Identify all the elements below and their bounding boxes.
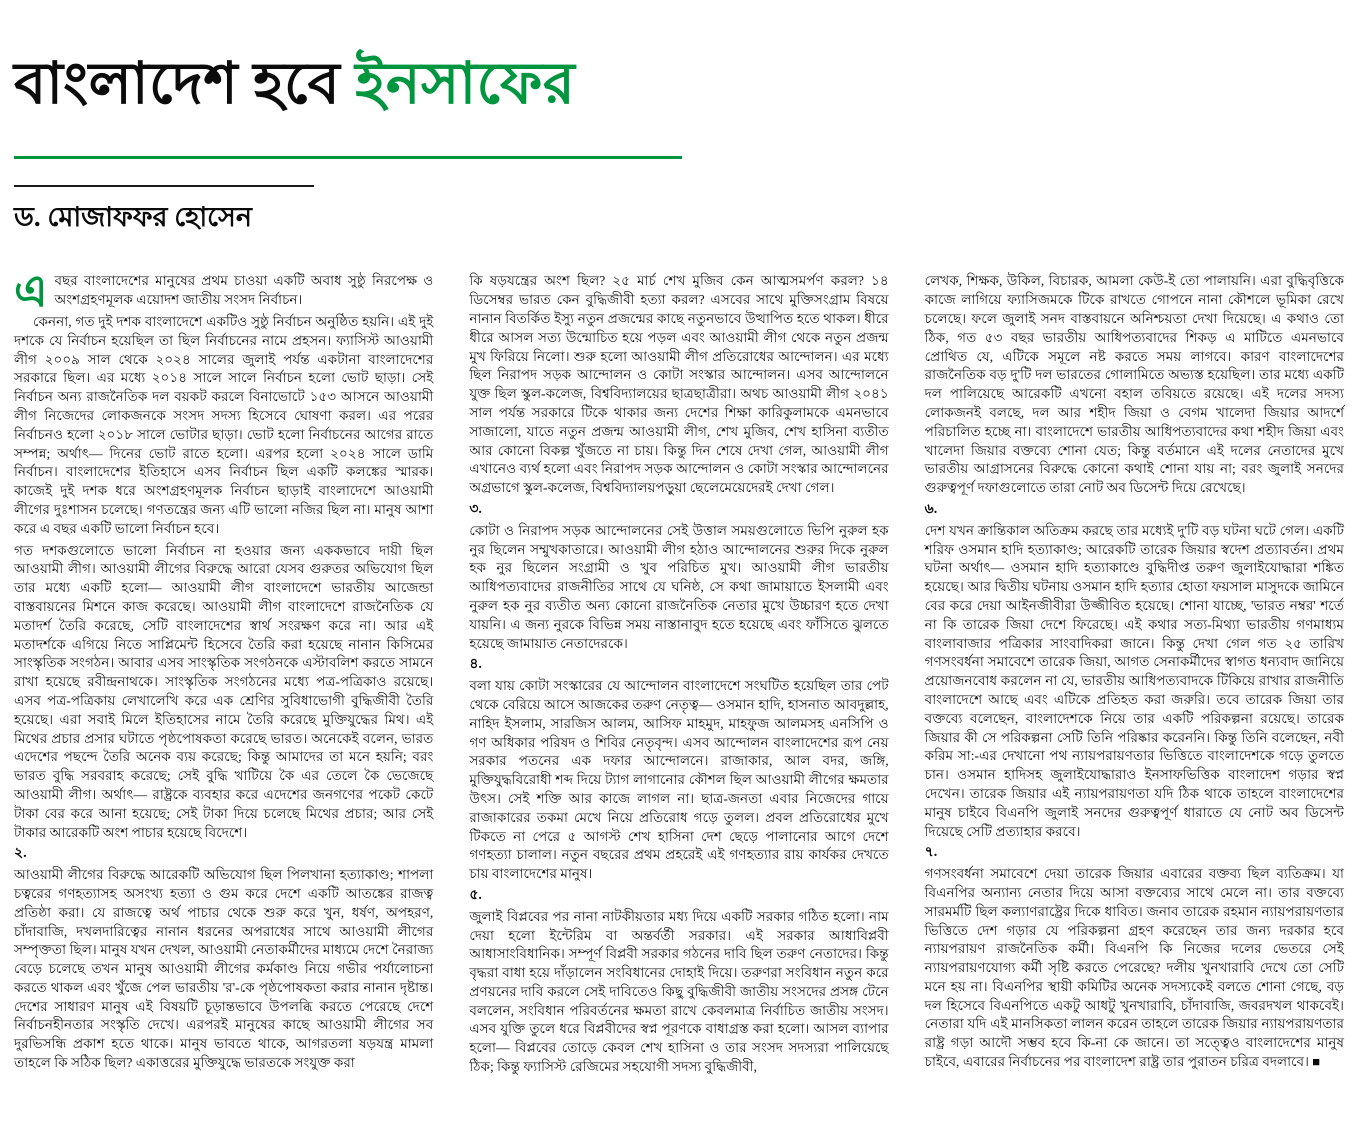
paragraph: দেশ যখন ক্রান্তিকাল অতিক্রম করছে তার মধ্যেই দু'টি বড় ঘটনা ঘটে গেল। একটি শরিফ ওসমান হাদি হত্যাকাণ্ড; আরেকটি তারেক জিয়ার স্বদেশ প্রত্যাবর্তন। প্রথম ঘটনা অর্থাৎ— ওসমান হাদি হত্যাকাণ্ডে বুদ্ধিদীপ্ত তরুণ জুলাইযোদ্ধারা শঙ্কিত হয়েছে। আর দ্বিতীয় ঘটনায় ওসমান হাদি হত্যার হোতা ফয়সাল মাসুদকে জামিনে বের করে দেয়া আইনজীবীরা উজ্জীবিত হয়েছে। শোনা যাচ্ছে, 'ভারত নম্বর' শর্তে না কি তারেক জিয়া দেশে ফিরেছে। এই কথার সত্য-মিথ্যা ভারতীয় গণমাধ্যম বাংলাবাজার পত্রিকার সাংবাদিকরা জানে। কিন্তু দেখা গেল গত ২৫ তারিখ গণসংবর্ধনা সমাবেশে তারেক জিয়া, আগত সেনাকর্মীদের স্বাগত ধন্যবাদ জানিয়ে প্রয়োজনবোধ করলেন না যে, ভারতীয় আধিপত্যবাদকে টিকিয়ে রাখার রাজনীতি বাংলাদেশে আছে এবং এটিকে প্রতিহত করা জরুরি। তবে তারেক জিয়া তার বক্তব্যে বলেছেন, বাংলাদেশকে নিয়ে তার একটি পরিকল্পনা রয়েছে। তারেক জিয়ার কী সে পরিকল্পনা সেটি তিনি পরিষ্কার করেননি। কিন্তু তিনি বলেছেন, নবী করিম সা:-এর দেখানো পথ ন্যায়পরায়ণতার ভিত্তিতে বাংলাদেশকে গড়ে তুলতে চান। ওসমান হাদিসহ জুলাইযোদ্ধারাও ইনসাফভিত্তিক বাংলাদেশ গড়ার স্বপ্ন দেখেন। তারেক জিয়ার এই ন্যায়পরায়ণতা যদি ঠিক থাকে তাহলে বাংলাদেশের মানুষ চাইবে বিএনপি জুলাই সনদের গুরুত্বপূর্ণ ধারাতে যে নোট অব ডিসেন্ট দিয়েছে সেটি প্রত্যাহার করবে।: [924, 522, 1344, 839]
author-byline: ড. মোজাফফর হোসেন: [14, 202, 252, 233]
section-number: ৭.: [924, 845, 938, 861]
byline-divider-rule: [14, 185, 314, 187]
drop-cap: এ: [14, 267, 48, 317]
end-mark: ■: [1308, 1054, 1321, 1070]
section-number: ৩.: [469, 501, 482, 517]
headline-underline-rule: [14, 156, 682, 159]
headline-green-part: ইনসাফের: [355, 50, 576, 116]
page-title: [14, 51, 1344, 118]
paragraph: জুলাই বিপ্লবের পর নানা নাটকীয়তার মধ্য দিয়ে একটি সরকার গঠিত হলো। নাম দেয়া হলো ইন্টেরিম বা অন্তর্বর্তী সরকার। এই সরকার আধাবিপ্লবী আধাসাংবিধানিক। সম্পূর্ণ বিপ্লবী সরকার গঠনের দাবি ছিল তরুণ নেতাদের। কিন্তু বৃদ্ধরা বাধা হয়ে দাঁড়ালেন সংবিধানের দোহাই দিয়ে। তরুণরা সংবিধান নতুন করে প্রণয়নের দাবি করলে সেই দাবিতেও কিছু বুদ্ধিজীবী জাতীয় সংসদের প্রসঙ্গ টেনে বললেন, সংবিধান পরিবর্তনের ক্ষমতা রাখে কেবলমাত্র নির্বাচিত জাতীয় সংসদ। এসব যুক্তি তুলে ধরে বিপ্লবীদের স্বপ্ন পূরণকে বাধাগ্রস্ত করা হলো। আসল ব্যাপার হলো— বিপ্লবের তোড়ে কেবল শেখ হাসিনা ও তার সংসদ সদস্যরা পালিয়েছে ঠিক; কিন্তু ফ্যাসিস্ট রেজিমের সহযোগী সদস্য বুদ্ধিজীবী,: [469, 908, 889, 1075]
paragraph: কোটা ও নিরাপদ সড়ক আন্দোলনের সেই উত্তাল সময়গুলোতে ভিপি নুরুল হক নুর ছিলেন সম্মুখকাতারে। আওয়ামী লীগ হঠাও আন্দোলনের শুরুর দিকে নুরুল হক নুর ছিলেন সংগ্রামী ও খুব পরিচিত মুখ। আওয়ামী লীগ ভারতীয় আধিপত্যবাদের রাজনীতির সাথে যে ঘনিষ্ঠ, সে কথা জামায়াতে ইসলামী এবং নুরুল হক নুর ব্যতীত অন্য কোনো রাজনৈতিক নেতার মুখে উচ্চারণ হতে দেখা যায়নি। এ জন্য নুরকে বিভিন্ন সময় নাস্তানাবুদ হতে হয়েছে এবং ফাঁসিতে ঝুলতে হয়েছে জামায়াত নেতাদেরকে।: [469, 522, 889, 651]
paragraph: লেখক, শিক্ষক, উকিল, বিচারক, আমলা কেউ-ই তো পালায়নি। এরা বুদ্ধিবৃত্তিকে কাজে লাগিয়ে ফ্যাসিজমকে টিকে রাখতে গোপনে নানা কৌশলে ভূমিকা রেখে চলেছে। ফলে জুলাই সনদ বাস্তবায়নে অনিশ্চয়তা দেখা দিয়েছে। এ কথাও তো ঠিক, গত ৫৩ বছর ভারতীয় আধিপত্যবাদের শিকড় এ মাটিতে এমনভাবে প্রোথিত যে, এটিকে সমূলে নষ্ট করতে সময় লাগবে। কারণ বাংলাদেশের রাজনৈতিক বড় দু'টি দল ভারতের গোলামিতে অভ্যস্ত হয়েছিল। তার মধ্যে একটি দল পালিয়েছে আরেকটি এখনো বহাল তবিয়তে রয়েছে। এই দলের সদস্য লোকজনই বলছে, দল আর শহীদ জিয়া ও বেগম খালেদা জিয়ার আদর্শে পরিচালিত হচ্ছে না। বাংলাদেশে ভারতীয় আধিপত্যবাদের কথা শহীদ জিয়া এবং খালেদা জিয়ার বক্তব্যে শোনা যেত; কিন্তু বর্তমানে এই দলের নেতাদের মুখে ভারতীয় আগ্রাসনের বিরুদ্ধে কোনো কথাই শোনা যায় না; বরং জুলাই সনদের গুরুত্বপূর্ণ দফাগুলোতে তারা নোট অব ডিসেন্ট দিয়ে রেখেছে।: [924, 273, 1344, 496]
paragraph: আওয়ামী লীগের বিরুদ্ধে আরেকটি অভিযোগ ছিল পিলখানা হত্যাকাণ্ড; শাপলা চত্বরের গণহত্যাসহ অসংখ্য হত্যা ও গুম করে দেশে একটি আতঙ্কের রাজত্ব প্রতিষ্ঠা করা। যে রাজত্বে অর্থ পাচার থেকে শুরু করে খুন, ধর্ষণ, অপহরণ, চাঁদাবাজি, দখলদারিত্বের নানান ধরনের অপরাধের সাথে আওয়ামী লীগের সম্পৃক্ততা ছিল। মানুষ যখন দেখল, আওয়ামী নেতাকর্মীদের মাধ্যমে দেশে নৈরাজ্য বেড়ে চলেছে তখন মানুষ আওয়ামী লীগের কর্মকাণ্ড নিয়ে গভীর পর্যালোচনা করতে থাকল এবং খুঁজে পেল ভারতীয় 'র'-কে পৃষ্ঠপোষকতা করার নানান দৃষ্টান্ত। দেশের সাধারণ মানুষ এই বিষয়টি চূড়ান্তভাবে উপলব্ধি করতে পেরেছে দেশে নির্বাচনহীনতার সংস্কৃতি দেখে। এরপরই মানুষের কাছে আওয়ামী লীগের সব দুরভিসন্ধি প্রকাশ হতে থাকে। মানুষ ভাবতে থাকে, আগরতলা ষড়যন্ত্র মামলা তাহলে কি সঠিক ছিল? একাত্তরের মুক্তিযুদ্ধে ভারতকে সংযুক্ত করা: [14, 867, 434, 1071]
article-columns: [14, 267, 1344, 1079]
paragraph: বলা যায় কোটা সংস্কারের যে আন্দোলন বাংলাদেশে সংঘটিত হয়েছিল তার পেট থেকে বেরিয়ে আসে আজকের তরুণ নেতৃত্ব— ওসমান হাদি, হাসনাত আবদুল্লাহ, নাহিদ ইসলাম, সারজিস আলম, আসিফ মাহমুদ, মাহফুজ আলমসহ এনসিপি ও গণ অধিকার পরিষদ ও শিবির নেতৃবৃন্দ। এসব আন্দোলন বাংলাদেশের রূপ নেয় সরকার পতনের এক দফার আন্দোলনে। রাজাকার, আল বদর, জঙ্গি, মুক্তিযুদ্ধবিরোধী শব্দ দিয়ে ট্যাগ লাগানোর কৌশল ছিল আওয়ামী লীগের ক্ষমতার উৎস। সেই শক্তি আর কাজে লাগল না। ছাত্র-জনতা এবার নিজেদের গায়ে রাজাকারের তকমা মেখে নিয়ে প্রতিরোধ গড়ে তুলল। প্রবল প্রতিরোধের মুখে টিকতে না পেরে ৫ আগস্ট শেখ হাসিনা দেশ ছেড়ে পালানোর আগে দেশে গণহত্যা চালাল। নতুন বছরের প্রথম প্রহরেই এই গণহত্যার রায় কার্যকর দেখতে চায় বাংলাদেশের মানুষ।: [469, 678, 889, 882]
headline-black-part: বাংলাদেশ হবে: [14, 50, 356, 116]
paragraph: কেননা, গত দুই দশক বাংলাদেশে একটিও সুষ্ঠু নির্বাচন অনুষ্ঠিত হয়নি। এই দুই দশকে যে নির্বাচন হয়েছিল তা ছিল নির্বাচনের নামে প্রহসন। ফ্যাসিস্ট আওয়ামী লীগ ২০০৯ সাল থেকে ২০২৪ সালের জুলাই পর্যন্ত একটানা বাংলাদেশের সরকারে ছিল। এর মধ্যে ২০১৪ সালে সালে নির্বাচন হলো ভোট ছাড়া। সেই নির্বাচন অন্য রাজনৈতিক দল বয়কট করলে বিনাভোটে ১৫৩ আসনে আওয়ামী লীগ নিজেদের লোকজনকে সংসদ সদস্য হিসেবে ঘোষণা করল। এর পরের নির্বাচনও হলো ২০১৮ সালে ভোটার ছাড়া। ভোট হলো নির্বাচনের আগের রাতে সম্পন্ন; অর্থাৎ— দিনের ভোট রাতে হলো। এরপর হলো ২০২৪ সালে ডামি নির্বাচন। বাংলাদেশের ইতিহাসে এসব নির্বাচন ছিল একটি কলঙ্কের স্মারক। কাজেই দুই দশক ধরে অংশগ্রহণমূলক নির্বাচন ছাড়াই বাংলাদেশে আওয়ামী লীগের দুঃশাসন চলেছে। গণতন্ত্রের জন্য এটি ভালো নজির ছিল না। মানুষ আশা করে এ বছর একটি ভালো নির্বাচন হবে।: [14, 314, 434, 536]
section-number: ৫.: [469, 887, 482, 903]
article-column-1: [14, 267, 434, 1079]
section-number: ২.: [14, 846, 27, 862]
paragraph: গত দশকগুলোতে ভালো নির্বাচন না হওয়ার জন্য এককভাবে দায়ী ছিল আওয়ামী লীগ। আওয়ামী লীগের বিরুদ্ধে আরো যেসব গুরুতর অভিযোগ ছিল তার মধ্যে একটি হলো— আওয়ামী লীগ বাংলাদেশে ভারতীয় আজেন্ডা বাস্তবায়নের মিশনে কাজ করেছে। আওয়ামী লীগ বাংলাদেশে রাজনৈতিক যে মতাদর্শ তৈরি করেছে, সেটি বাংলাদেশের স্বার্থ সংরক্ষণ করে না। আর এই মতাদর্শকে এগিয়ে নিতে সাপ্লিমেন্ট হিসেবে তৈরি করা হয়েছে নানান কিসিমের সাংস্কৃতিক সংগঠন। আবার এসব সাংস্কৃতিক সংগঠনকে এস্টাবলিশ করতে সামনে রাখা হয়েছে রবীন্দ্রনাথকে। সাংস্কৃতিক সংগঠনের মধ্যে পত্র-পত্রিকাও রয়েছে। এসব পত্র-পত্রিকায় লেখালেখি করে এক শ্রেণির সুবিধাভোগী বুদ্ধিজীবী তৈরি হয়েছে। এরা সবাই মিলে ইতিহাসের নামে তৈরি করেছে মুক্তিযুদ্ধের মিথ। এই মিথের প্রচার প্রসার ঘটাতে পৃষ্ঠপোষকতা করেছে ভারত। অনেকেই বলেন, ভারত এদেশের পছন্দে তৈরি অনেক ব্যয় করেছে; কিন্তু আমাদের তা মনে হয়নি; বরং ভারত বুদ্ধি সরবরাহ করেছে; সেই বুদ্ধি খাটিয়ে কৈ এর তেলে কৈ ভেজেছে আওয়ামী লীগ। অর্থাৎ— রাষ্ট্রকে ব্যবহার করে এদেশের জনগণের পকেট কেটে টাকা বের করে আনা হয়েছে; সেই টাকা দিয়ে চলেছে মিথের প্রচার; আর সেই টাকার আরেকটি অংশ পাচার হয়েছে বিদেশে।: [14, 542, 434, 840]
paragraph: এবছর বাংলাদেশের মানুষের প্রথম চাওয়া একটি অবাধ সুষ্ঠু নিরপেক্ষ ও অংশগ্রহণমূলক এয়োদশ জাতীয় সংসদ নির্বাচন।: [14, 267, 434, 317]
article-column-2: [469, 272, 888, 1079]
paragraph: গণসংবর্ধনা সমাবেশে দেয়া তারেক জিয়ার এবারের বক্তব্য ছিল ব্যতিক্রম। যা বিএনপির অন্যান্য নেতার দিয়ে আসা বক্তব্যের সাথে মেলে না। তার বক্তব্যে সারমর্মটি ছিল কল্যাণরাষ্ট্রের দিকে ধাবিত। জনাব তারেক রহমান ন্যায়পরায়ণতার ভিত্তিতে দেশ গড়ার যে পরিকল্পনা গ্রহণ করেছেন তার জন্য দরকার হবে ন্যায়পরায়ণ রাজনৈতিক কর্মী। বিএনপি কি নিজের দলের ভেতরে সেই ন্যায়পরায়ণযোগ্য কর্মী সৃষ্টি করতে পেরেছে? দলীয় খুনখারাবি দেখে তো সেটি মনে হয় না। বিএনপির স্থায়ী কমিটির অনেক সদস্যকেই বলতে শোনা গেছে, বড় দল হিসেবে বিএনপিতে একটু আধটু খুনখারাবি, চাঁদাবাজি, জবরদখল থাকবেই। নেতারা যদি এই মানসিকতা লালন করেন তাহলে তারেক জিয়ার ন্যায়পরায়ণতার রাষ্ট্র গড়া আদৌ সম্ভব হবে কি-না কে জানে। তা সত্ত্বেও বাংলাদেশের মানুষ চাইবে, এবারের নির্বাচনের পর বাংলাদেশ রাষ্ট্র তার পুরাতন চরিত্র বদলাবে। ■: [924, 866, 1344, 1070]
article-column-3: [925, 272, 1344, 1079]
section-number: ৪.: [469, 657, 482, 673]
section-number: ৬.: [924, 501, 938, 517]
paragraph: কি ষড়যন্ত্রের অংশ ছিল? ২৫ মার্চ শেখ মুজিব কেন আত্মসমর্পণ করল? ১৪ ডিসেম্বর ভারত কেন বুদ্ধিজীবী হত্যা করল? এসবের সাথে মুক্তিসংগ্রাম বিষয়ে নানান বিতর্কিত ইস্যু নতুন প্রজন্মের কাছে নতুনভাবে উত্থাপিত হতে থাকল। ধীরে ধীরে আসল সত্য উন্মোচিত হয়ে পড়ল এবং আওয়ামী লীগ থেকে নতুন প্রজন্ম মুখ ফিরিয়ে নিলো। শুরু হলো আওয়ামী লীগ প্রতিরোধের আন্দোলন। এর মধ্যে ছিল নিরাপদ সড়ক আন্দোলন ও কোটা সংস্কার আন্দোলন। এসব আন্দোলনে যুক্ত ছিল স্কুল-কলেজ, বিশ্ববিদ্যালয়ের ছাত্রছাত্রীরা। অথচ আওয়ামী লীগ ২০৪১ সাল পর্যন্ত সরকারে টিকে থাকার জন্য দেশের শিক্ষা কারিকুলামকে এমনভাবে সাজালো, যাতে নতুন প্রজন্ম আওয়ামী লীগ, শেখ মুজিব, শেখ হাসিনা ব্যতীত আর কোনো বিকল্প খুঁজতে না চায়। কিন্তু দিন শেষে দেখা গেল, আওয়ামী লীগ এখানেও ব্যর্থ হলো এবং নিরাপদ সড়ক আন্দোলন ও কোটা সংস্কার আন্দোলনের অগ্রভাগে স্কুল-কলেজ, বিশ্ববিদ্যালয়পড়ুয়া ছেলেমেয়েদেরই দেখা গেল।: [469, 273, 889, 496]
